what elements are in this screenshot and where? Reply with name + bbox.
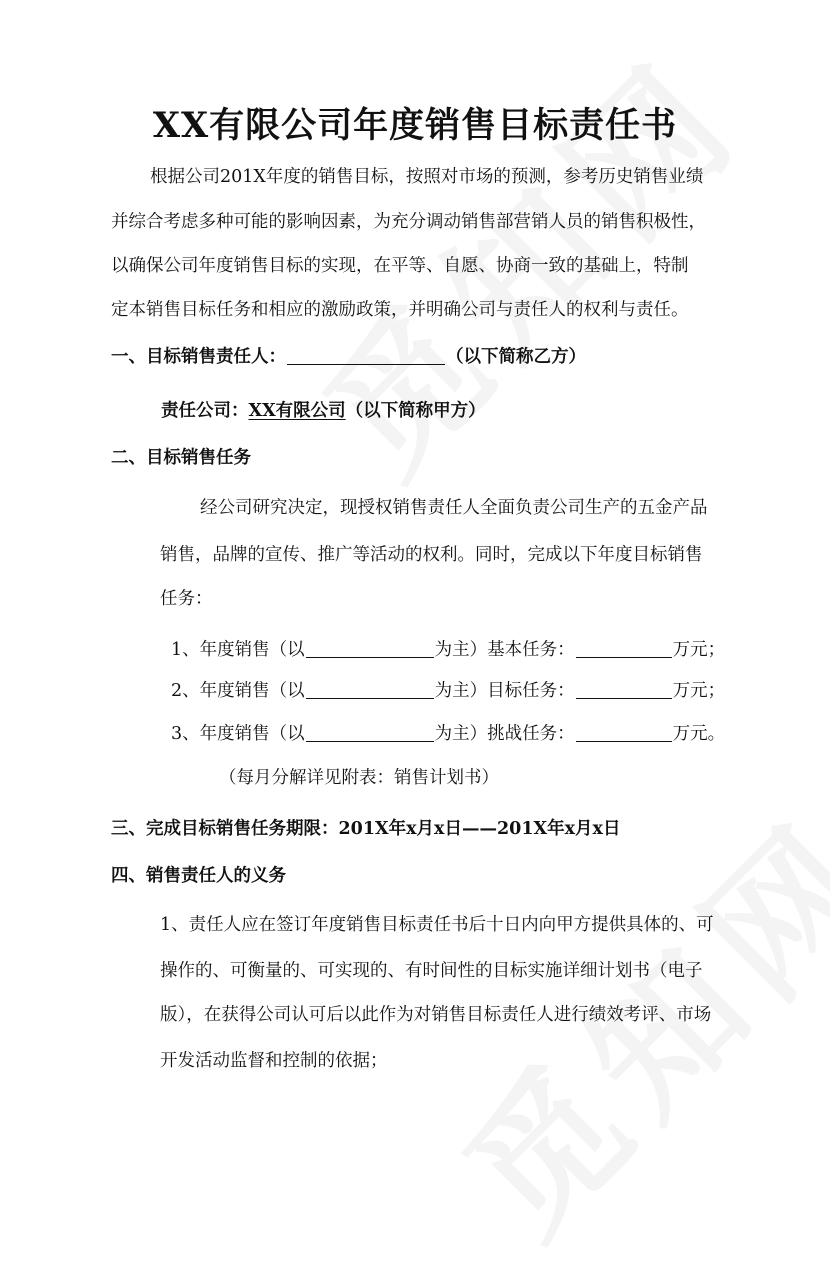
section1-suffix: （以下简称乙方） <box>446 347 586 367</box>
section1-label: 一、目标销售责任人： <box>111 347 286 367</box>
intro-line-4: 定本销售目标任务和相应的激励政策，并明确公司与责任人的权利与责任。 <box>111 300 689 320</box>
task-3-product-blank[interactable] <box>306 740 434 742</box>
task-2-prefix: 2、年度销售（以 <box>171 681 305 701</box>
task-1-suffix: 万元； <box>672 640 726 660</box>
section4-heading: 四、销售责任人的义务 <box>111 866 286 886</box>
document-title: XX有限公司年度销售目标责任书 <box>152 105 678 146</box>
task-2-amount-blank[interactable] <box>576 697 672 699</box>
section4-item1-line-3: 版），在获得公司认可后以此作为对销售目标责任人进行绩效考评、市场 <box>160 1005 712 1025</box>
task-2-mid: 为主）目标任务： <box>434 681 575 701</box>
task-3-amount-blank[interactable] <box>576 740 672 742</box>
task-1-mid: 为主）基本任务： <box>434 640 575 660</box>
intro-line-2: 并综合考虑多种可能的影响因素，为充分调动销售部营销人员的销售积极性， <box>111 212 706 232</box>
task-2-suffix: 万元； <box>672 681 726 701</box>
section4-item1-line-1: 1、责任人应在签订年度销售目标责任书后十日内向甲方提供具体的、可 <box>160 915 714 935</box>
intro-line-3: 以确保公司年度销售目标的实现，在平等、自愿、协商一致的基础上，特制 <box>111 256 689 276</box>
section2-heading: 二、目标销售任务 <box>111 448 251 468</box>
intro-line-1: 根据公司201X年度的销售目标，按照对市场的预测，参考历史销售业绩 <box>150 167 704 187</box>
section4-item1-line-2: 操作的、可衡量的、可实现的、有时间性的目标实施详细计划书（电子 <box>160 961 703 981</box>
task-1-amount-blank[interactable] <box>576 656 672 658</box>
section2-para-line-2: 销售，品牌的宣传、推广等活动的权利。同时，完成以下年度目标销售 <box>160 545 703 565</box>
task-row <box>171 720 725 745</box>
task-3-mid: 为主）挑战任务： <box>434 724 575 744</box>
task-1-prefix: 1、年度销售（以 <box>171 640 305 660</box>
company-label: 责任公司： <box>161 401 249 421</box>
section4-item1-line-4: 开发活动监督和控制的依据； <box>160 1051 388 1071</box>
company-line <box>161 397 486 422</box>
task-note: （每月分解详见附表：销售计划书） <box>219 768 499 788</box>
company-name: XX有限公司 <box>248 401 346 421</box>
section2-para-line-3: 任务： <box>160 589 213 609</box>
company-suffix: （以下简称甲方） <box>345 401 486 421</box>
task-3-prefix: 3、年度销售（以 <box>171 724 305 744</box>
section1-heading <box>111 343 586 368</box>
section3-heading: 三、完成目标销售任务期限：201X年x月x日——201X年x月x日 <box>111 819 621 839</box>
task-2-product-blank[interactable] <box>306 697 434 699</box>
task-row <box>171 636 725 661</box>
section2-para-line-1: 经公司研究决定，现授权销售责任人全面负责公司生产的五金产品 <box>200 498 708 518</box>
task-1-product-blank[interactable] <box>306 656 434 658</box>
task-3-suffix: 万元。 <box>672 724 726 744</box>
task-row <box>171 677 725 702</box>
responsible-person-blank[interactable] <box>287 363 445 365</box>
